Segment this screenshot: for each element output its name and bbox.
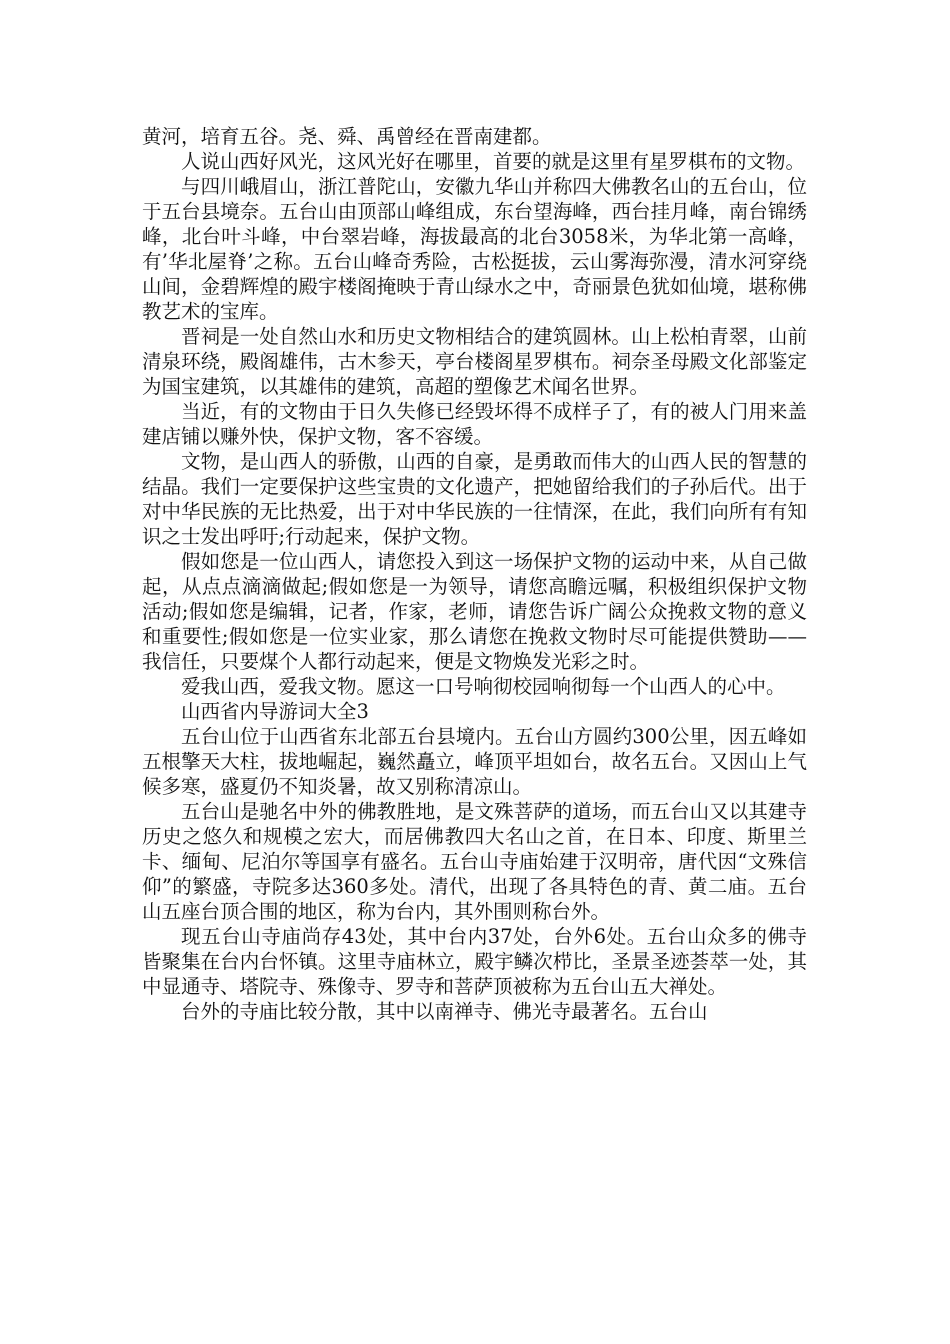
paragraph-4: 晋祠是一处自然山水和历史文物相结合的建筑圆林。山上松柏青翠，山前清泉环绕，殿阁雄伟，古木参天，亭台楼阁星罗棋布。祠奈圣母殿文化部鉴定为国宝建筑，以其雄伟的建筑，高超的塑像艺术闻名世界。 xyxy=(142,325,807,398)
paragraph-6: 文物，是山西人的骄傲，山西的自豪，是勇敢而伟大的山西人民的智慧的结晶。我们一定要保护这些宝贵的文化遗产，把她留给我们的子孙后代。出于对中华民族的无比热爱，出于对中华民族的一往情深，在此，我们向所有有知识之士发出呼吁;行动起来，保护文物。 xyxy=(142,450,807,548)
paragraph-8: 爱我山西，爱我文物。愿这一口号响彻校园响彻每一个山西人的心中。 xyxy=(181,675,786,698)
section-heading: 山西省内导游词大全3 xyxy=(181,700,369,723)
paragraph-7: 假如您是一位山西人，请您投入到这一场保护文物的运动中来，从自己做起，从点点滴滴做起;假如您是一为领导，请您高瞻远嘱，积极组织保护文物活动;假如您是编辑，记者，作家，老师，请您告诉广阔公众挽救文物的意义和重要性;假如您是一位实业家，那么请您在挽救文物时尽可能提供赞助——我信任，只要煤个人都行动起来，便是文物焕发光彩之时。 xyxy=(142,550,807,673)
paragraph-11: 现五台山寺庙尚存43处，其中台内37处，台外6处。五台山众多的佛寺皆聚集在台内台怀镇。这里寺庙林立，殿宇鳞次栉比，圣景圣迹荟萃一处，其中显通寺、塔院寺、殊像寺、罗寺和菩萨顶被称为五台山五大禅处。 xyxy=(142,925,807,998)
paragraph-12: 台外的寺庙比较分散，其中以南禅寺、佛光寺最著名。五台山 xyxy=(181,1000,708,1023)
paragraph-10: 五台山是驰名中外的佛教胜地，是文殊菩萨的道场，而五台山又以其建寺历史之悠久和规模之宏大，而居佛教四大名山之首，在日本、印度、斯里兰卡、缅甸、尼泊尔等国享有盛名。五台山寺庙始建于汉明帝，唐代因“文殊信仰”的繁盛，寺院多达360多处。清代，出现了各具特色的青、黄二庙。五台山五座台顶合围的地区，称为台内，其外围则称台外。 xyxy=(142,800,807,923)
paragraph-2: 人说山西好风光，这风光好在哪里，首要的就是这里有星罗棋布的文物。 xyxy=(181,150,806,173)
document-body xyxy=(142,124,807,1024)
paragraph-3: 与四川峨眉山，浙江普陀山，安徽九华山并称四大佛教名山的五台山，位于五台县境奈。五台山由顶部山峰组成，东台望海峰，西台挂月峰，南台锦绣峰，北台叶斗峰，中台翠岩峰，海拔最高的北台3058米，为华北第一高峰，有’华北屋脊’之称。五台山峰奇秀险，古松挺拔，云山雾海弥漫，清水河穿绕山间，金碧辉煌的殿宇楼阁掩映于青山绿水之中，奇丽景色犹如仙境，堪称佛教艺术的宝库。 xyxy=(142,175,807,323)
paragraph-9: 五台山位于山西省东北部五台县境内。五台山方圆约300公里，因五峰如五根擎天大柱，拔地崛起，巍然矗立，峰顶平坦如台，故名五台。又因山上气候多寒，盛夏仍不知炎暑，故又别称清凉山。 xyxy=(142,725,807,798)
paragraph-5: 当近，有的文物由于日久失修已经毁坏得不成样子了，有的被人门用来盖建店铺以赚外快，保护文物，客不容缓。 xyxy=(142,400,807,448)
paragraph-1: 黄河，培育五谷。尧、舜、禹曾经在晋南建都。 xyxy=(142,125,552,148)
